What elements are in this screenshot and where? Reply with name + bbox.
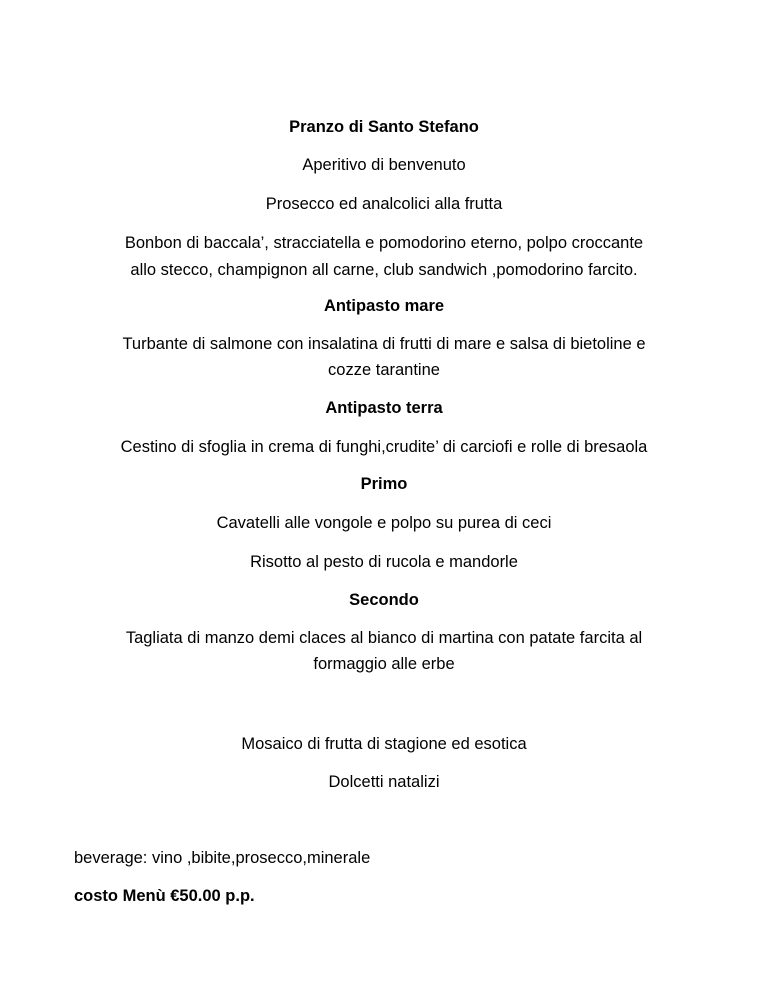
dessert-item-1: Mosaico di frutta di stagione ed esotica bbox=[241, 735, 527, 753]
aperitivo-description-line1: Bonbon di baccala’, stracciatella e pomodorino eterno, polpo croccante bbox=[124, 234, 644, 252]
menu-title: Pranzo di Santo Stefano bbox=[289, 118, 479, 136]
antipasto-terra-heading: Antipasto terra bbox=[325, 399, 443, 417]
secondo-line1: Tagliata di manzo demi claces al bianco di martina con patate farcita al bbox=[125, 629, 643, 647]
aperitivo-description-line2: allo stecco, champignon all carne, club sandwich ,pomodorino farcito. bbox=[130, 261, 638, 279]
aperitivo-drinks: Prosecco ed analcolici alla frutta bbox=[265, 195, 503, 213]
antipasto-mare-line2: cozze tarantine bbox=[328, 361, 440, 379]
secondo-heading: Secondo bbox=[349, 591, 419, 609]
antipasto-mare-heading: Antipasto mare bbox=[323, 297, 445, 315]
secondo-line2: formaggio alle erbe bbox=[313, 655, 455, 673]
antipasto-mare-line1: Turbante di salmone con insalatina di frutti di mare e salsa di bietoline e bbox=[122, 335, 646, 353]
aperitivo-heading: Aperitivo di benvenuto bbox=[302, 156, 466, 174]
primo-item-1: Cavatelli alle vongole e polpo su purea di ceci bbox=[216, 514, 552, 532]
primo-heading: Primo bbox=[360, 475, 408, 493]
dessert-item-2: Dolcetti natalizi bbox=[328, 773, 440, 791]
antipasto-terra-line1: Cestino di sfoglia in crema di funghi,crudite’ di carciofi e rolle di bresaola bbox=[120, 438, 648, 456]
beverage-note: beverage: vino ,bibite,prosecco,minerale bbox=[74, 849, 371, 867]
primo-item-2: Risotto al pesto di rucola e mandorle bbox=[250, 553, 518, 571]
menu-price: costo Menù €50.00 p.p. bbox=[74, 887, 255, 905]
